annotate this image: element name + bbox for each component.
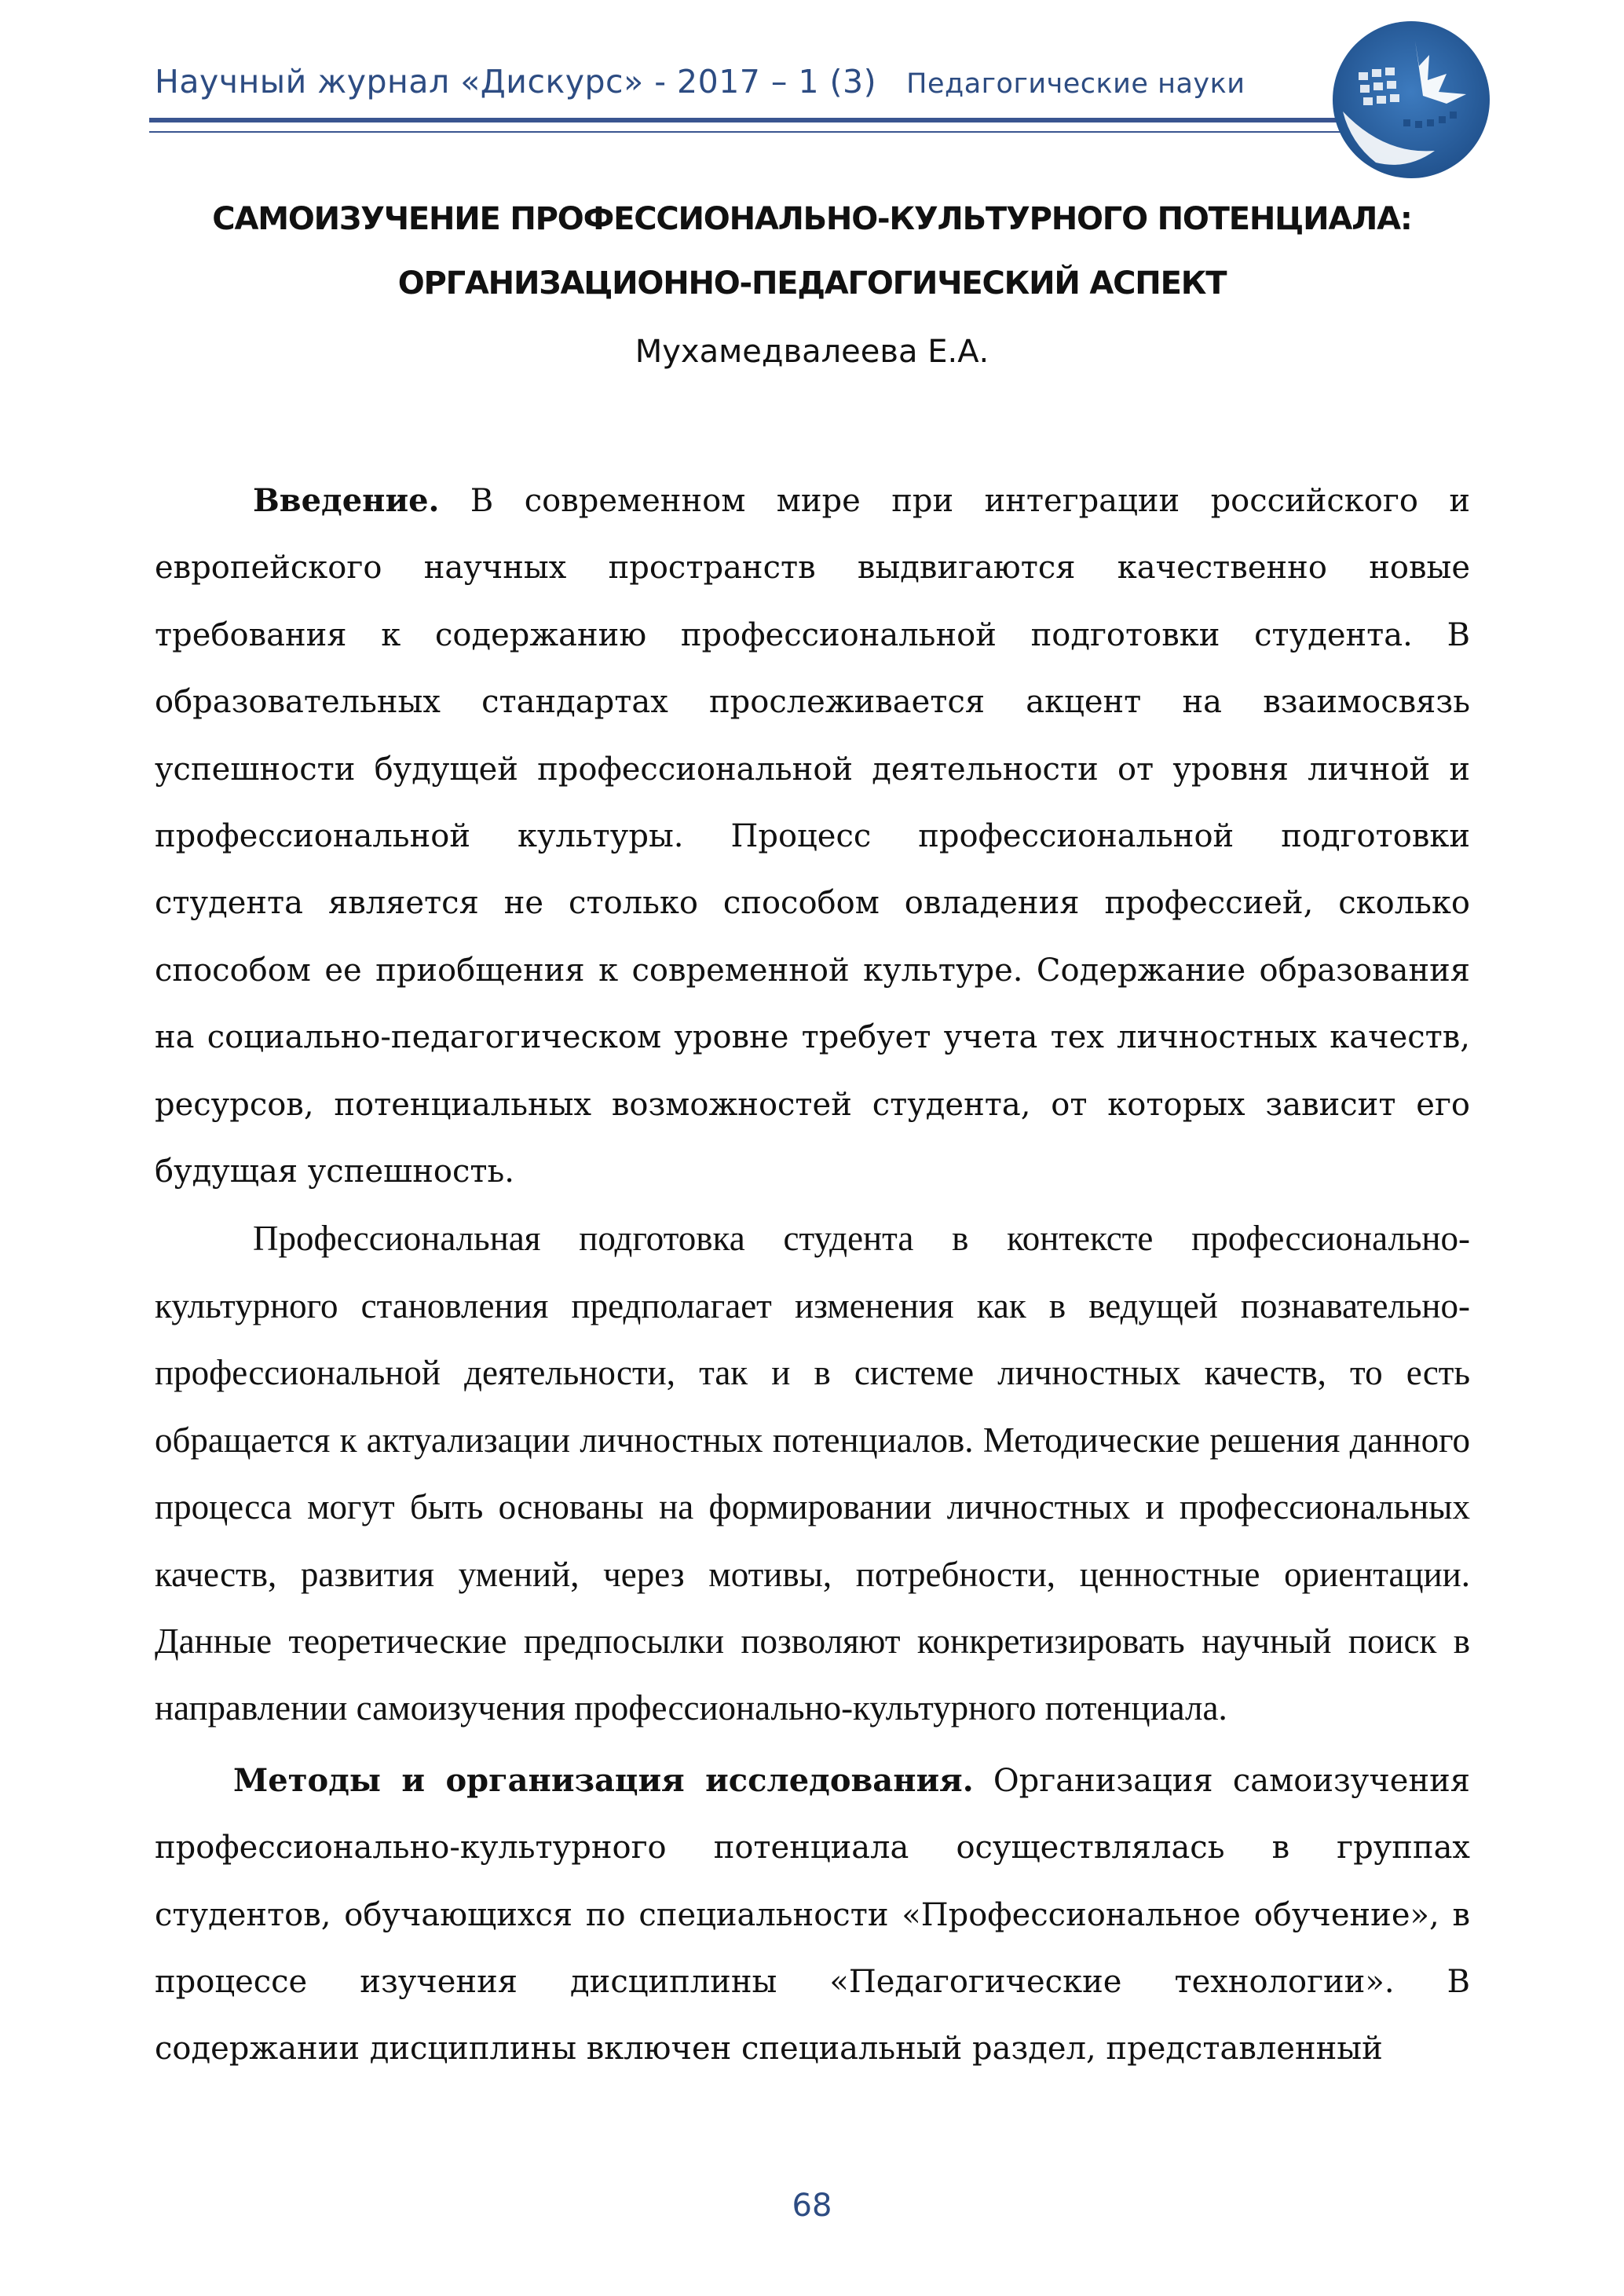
paragraph-2: Профессиональная подготовка студента в контексте профессионально-культурного становления предполагает изменения как в ведущей познавательно-профессиональной деятельности, так и в системе личностных качеств, то есть обращается к актуализации личностных потенциалов. Методические решения данного процесса могут быть основаны на формировании личностных и профессиональных качеств, развития умений, через мотивы, потребности, ценностные ориентации. Данные теоретические предпосылки позволяют конкретизировать научный поиск в направлении самоизучения профессионально-культурного потенциала. xyxy=(155,1219,1470,1728)
globe-grid xyxy=(1359,68,1399,105)
article-title-line-1: САМОИЗУЧЕНИЕ ПРОФЕССИОНАЛЬНО-КУЛЬТУРНОГО ПОТЕНЦИАЛА: xyxy=(212,201,1412,237)
header-rule-thick xyxy=(149,118,1378,122)
page-number: 68 xyxy=(792,2188,832,2224)
section-name: Педагогические науки xyxy=(906,68,1245,100)
paragraph-methods xyxy=(155,1747,1470,2083)
header-rule-thin xyxy=(149,131,1378,133)
paragraph-introduction xyxy=(155,467,1470,1205)
methods-heading: Методы и организация исследования. xyxy=(233,1761,974,1799)
author-name: Мухамедвалеева Е.А. xyxy=(635,334,989,370)
article-body xyxy=(155,467,1470,2083)
running-header xyxy=(155,63,1333,118)
journal-globe-logo xyxy=(1329,17,1494,182)
journal-title: Научный журнал «Дискурс» - 2017 – 1 (3) xyxy=(155,63,877,101)
intro-heading: Введение. xyxy=(253,482,440,519)
intro-text: В современном мире при интеграции российского и европейского научных пространств выдвигаются качественно новые требования к содержанию профессиональной подготовки студента. В образовательных стандартах прослеживается акцент на взаимосвязь успешности будущей профессиональной деятельности от уровня личной и профессиональной культуры. Процесс профессиональной подготовки студента является не столько способом овладения профессией, сколько способом ее приобщения к современной культуре. Содержание образования на социально-педагогическом уровне требует учета тех личностных качеств, ресурсов, потенциальных возможностей студента, от которых зависит его будущая успешность. xyxy=(155,483,1470,1190)
article-title-line-2: ОРГАНИЗАЦИОННО-ПЕДАГОГИЧЕСКИЙ АСПЕКТ xyxy=(397,265,1227,302)
methods-text: Организация самоизучения профессионально-культурного потенциала осуществлялась в группах студентов, обучающихся по специальности «Профессиональное обучение», в процессе изучения дисциплины «Педагогические технологии». В содержании дисциплины включен специальный раздел, представленный xyxy=(155,1762,1470,2067)
